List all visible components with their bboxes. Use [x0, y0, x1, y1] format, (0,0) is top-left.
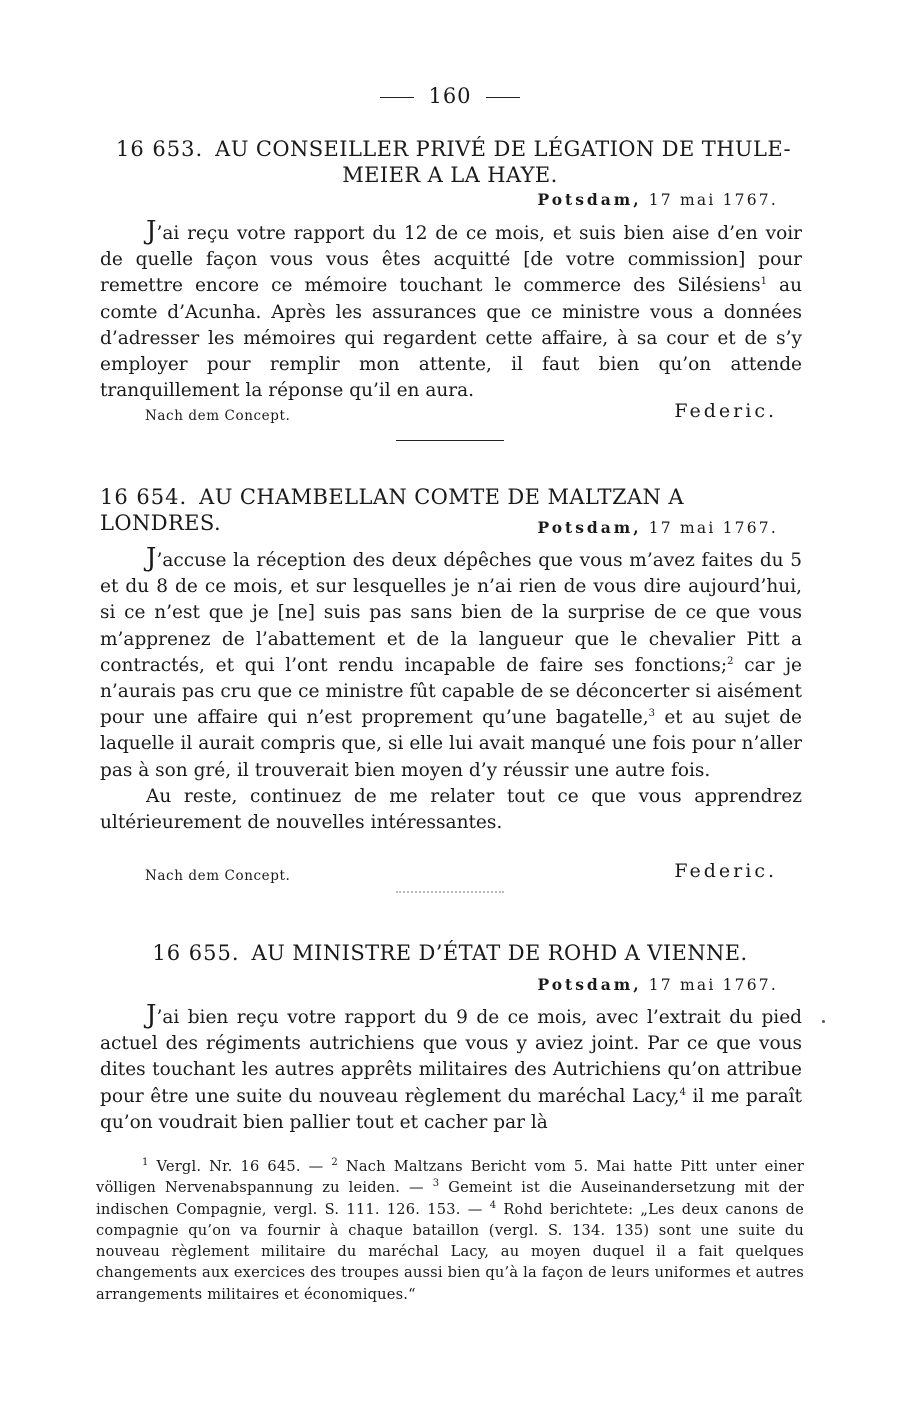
header-dash-left — [380, 97, 414, 98]
letter-place: Potsdam, — [537, 190, 642, 209]
footnote-mark: 1 — [142, 1157, 149, 1169]
letter-text: ’accuse la réception des deux dépêches que vous m’avez faites du 5 et du 8 de ce mois, et sur lesquelles je n’ai rien de vous dire aujourd’hui, si ce n’est que je [ne] suis pas sans bien de la surprise de ce que vous m’apprenez de l’abattement et de la langueur que le chevalier Pitt a contractés, et qui l’ont rendu incapable de faire ses fonctions; — [100, 550, 802, 676]
letter-text: ’ai bien reçu votre rapport du 9 de ce mois, avec l’extrait du pied actuel des régiments autrichiens que vous y aviez joint. Par ce que vous dites touchant les autres apprêts militaires des Autrichiens qu’on attribue pour être une suite du nouveau règlement du maréchal Lacy, — [100, 1007, 802, 1107]
header-dash-right — [486, 97, 520, 98]
letter-body — [100, 218, 802, 404]
letter-text: il me paraît qu’on voudrait bien pallier tout et cacher par là — [100, 1085, 802, 1133]
letter-addressee: AU CHAMBELLAN COMTE DE MALTZAN A LONDRES. — [100, 485, 684, 535]
page-number: 160 — [428, 84, 472, 108]
letter-addressee: AU CONSEILLER PRIVÉ DE LÉGATION DE THULE- — [215, 137, 791, 161]
source-note: Nach dem Concept. — [145, 408, 291, 424]
section-divider-faint — [396, 891, 504, 893]
footnote-text: Vergl. Nr. 16 645. — — [148, 1158, 332, 1175]
letter-dateline — [537, 190, 778, 209]
footnotes — [96, 1156, 804, 1305]
letter-date: 17 mai 1767. — [648, 976, 778, 994]
letter-number: 16 654. — [100, 485, 188, 509]
footnote-ref: 4 — [679, 1086, 686, 1098]
print-speck — [822, 1020, 825, 1023]
initial-letter: J — [146, 543, 157, 573]
footnote-mark: 3 — [432, 1178, 440, 1190]
signature: Federic. — [674, 860, 777, 882]
letter-dateline — [537, 518, 778, 537]
letter-text: car je n’aurais pas cru que ce ministre fût capable de se déconcerter si aisément pour une affaire qui n’est proprement qu’une bagatelle, — [100, 654, 803, 729]
initial-letter: J — [146, 216, 157, 246]
letter-date: 17 mai 1767. — [648, 519, 778, 537]
footnote-mark: 4 — [489, 1199, 497, 1211]
footnote-text: Gemeint ist die Auseinandersetzung mit der indischen Compagnie, vergl. S. 111. 126. 153. — — [96, 1179, 804, 1218]
section-divider — [396, 440, 504, 441]
footnote-text: Nach Maltzans Bericht vom 5. Mai hatte Pitt unter einer völligen Nervenabspannung zu leiden. — — [96, 1158, 804, 1197]
letter-dateline — [537, 975, 778, 994]
letter-place: Potsdam, — [537, 975, 642, 994]
letter-heading — [100, 136, 800, 188]
footnote-ref: 2 — [727, 655, 734, 667]
page-header — [0, 84, 900, 108]
letter-place: Potsdam, — [537, 518, 642, 537]
letter-number: 16 655. — [152, 941, 240, 965]
letter-heading — [100, 940, 800, 966]
letter-date: 17 mai 1767. — [648, 191, 778, 209]
footnote-ref: 1 — [760, 276, 768, 288]
source-note: Nach dem Concept. — [145, 868, 291, 884]
letter-addressee-cont: MEIER A LA HAYE. — [342, 163, 558, 187]
letter-text: au comte d’Acunha. Après les assurances que ce ministre vous a données d’adresser les mémoires qui regardent cette affaire, à sa cour et de s’y employer pour remplir mon attente, il faut bien qu’on attende tranquillement la réponse qu’il en aura. — [100, 275, 802, 402]
letter-paragraph: Au reste, continuez de me relater tout ce que vous apprendrez ultérieurement de nouvelles intéressantes. — [100, 785, 802, 834]
signature: Federic. — [674, 400, 777, 422]
letter-text: et au sujet de laquelle il aurait compris que, si elle lui avait manqué une fois pour n’aller pas à son gré, il trouverait bien moyen d’y réussir une autre fois. — [100, 707, 802, 781]
footnote-text: Rohd berichtete: „Les deux canons de compagnie qu’on va fournir à chaque bataillon (vergl. S. 134. 135) sont une suite du nouveau règlement militaire du maréchal Lacy, au moyen duquel il a fait quelques changements aux exercices des troupes aussi bien qu’à la façon de leurs uniformes et autres arrangements militaires et économiques.“ — [96, 1200, 804, 1303]
letter-text: ’ai reçu votre rapport du 12 de ce mois, et suis bien aise d’en voir de quelle façon vous vous êtes acquitté [de votre commission] pour remettre encore ce mémoire touchant le commerce des Silésiens — [100, 223, 802, 297]
initial-letter: J — [146, 1000, 157, 1030]
letter-body — [100, 1002, 802, 1136]
letter-addressee: AU MINISTRE D’ÉTAT DE ROHD A VIENNE. — [251, 941, 748, 965]
footnote-mark: 2 — [331, 1157, 338, 1169]
letter-body — [100, 545, 802, 836]
footnote-ref: 3 — [648, 708, 655, 720]
letter-number: 16 653. — [116, 137, 204, 161]
